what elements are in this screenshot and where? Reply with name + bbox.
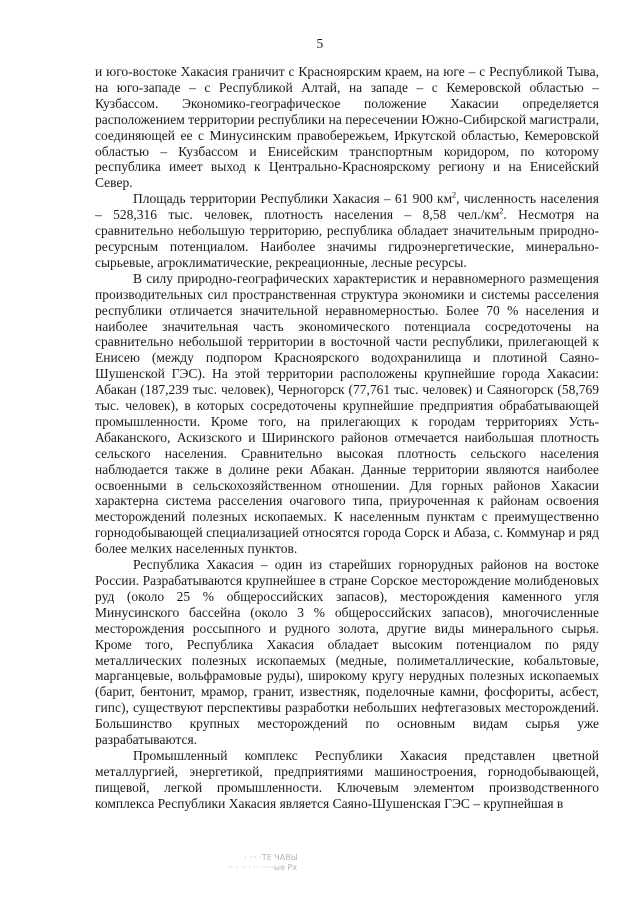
area-unit-superscript: 2: [452, 190, 457, 200]
paragraph-area-population: [95, 191, 599, 271]
paragraph-settlement-structure: В силу природно-географических характеристик и неравномерного размещения производительных сил пространственная структура экономики и системы расселения республики отличается значительной неравномерностью. Более 70 % населения и наиболее значительная часть экономического потенциала сосредоточены на сравнительно небольшой территории в восточной части республики, прилегающей к Енисею (между подпором Красноярского водохранилища и плотиной Саяно-Шушенской ГЭС). На этой территории расположены крупнейшие города Хакасии: Абакан (187,239 тыс. человек), Черногорск (77,761 тыс. человек) и Саяногорск (58,769 тыс. человек), в которых сосредоточены крупнейшие предприятия обрабатывающей промышленности. Кроме того, на прилегающих к городам территориях Усть-Абаканского, Аскизского и Ширинского районов отмечается наибольшая плотность сельского населения. Сравнительно высокая плотность сельского населения наблюдается также в долине реки Абакан. Данные территории являются наиболее освоенными в сельскохозяйственном отношении. Для горных районов Хакасии характерна система расселения очагового типа, приуроченная к районам освоения месторождений полезных ископаемых. К населенным пунктам с преимущественно горнодобывающей специализацией относятся города Сорск и Абаза, с. Коммунар и ряд более мелких населенных пунктов.: [95, 270, 599, 557]
population-text: , численность населения – 528,316 тыс. человек, плотность населения – 8,58 чел./км: [95, 191, 599, 223]
paragraph-industry: Промышленный комплекс Республики Хакасия представлен цветной металлургией, энергетикой, предприятиями машиностроения, горнодобывающей, пищевой, легкой промышленности. Ключевым элементом производственного комплекса Республики Хакасия является Саяно-Шушенская ГЭС – крупнейшая в: [95, 747, 599, 811]
area-text: Площадь территории Республики Хакасия – 61 900 км: [133, 191, 453, 207]
density-unit-superscript: 2: [499, 206, 504, 216]
paragraph-mining: Республика Хакасия – один из старейших горнорудных районов на востоке России. Разрабатываются крупнейшее в стране Сорское месторождение молибденовых руд (около 25 % общероссийских запасов), месторождения каменного угля Минусинского бассейна (около 3 % общероссийских запасов), многочисленные месторождения россыпного и рудного золота, другие виды минерального сырья. Кроме того, Республика Хакасия обладает высоким потенциалом по ряду металлических полезных ископаемых (медные, полиметаллические, кобальтовые, марганцевые, вольфрамовые руды), широкому кругу нерудных полезных ископаемых (барит, бентонит, мрамор, гранит, известняк, поделочные камни, фосфориты, асбест, гипс), существуют перспективы разработки небольших нефтегазовых месторождений. Большинство крупных месторождений по основным видам сырья уже разрабатываются.: [95, 557, 599, 748]
resources-text: . Несмотря на сравнительно небольшую территорию, республика обладает значительным природно-ресурсным потенциалом. Наиболее значимы гидроэнергетические, минерально-сырьевые, агроклиматические, рекреационные, лесные ресурсы.: [95, 207, 599, 270]
page-number: 5: [316, 36, 324, 51]
stamp-line-1: · ··· ·ТЕ ЧАВЫ: [244, 853, 298, 862]
paragraph-borders: и юго-востоке Хакасия граничит с Красноярским краем, на юге – с Республикой Тыва, на юго-западе – с Республикой Алтай, на западе – с Кемеровской областью – Кузбассом. Экономико-географическое положение Хакасии определяется расположением территории республики на пересечении Южно-Сибирской магистрали, соединяющей ее с Минусинским правобережьем, Иркутской областью, Кемеровской областью – Кузбассом и Енисейским транспортным коридором, по которому республика имеет выход к Центрально-Красноярскому региону и на Енисейский Север.: [95, 64, 599, 191]
document-body: [95, 64, 599, 812]
faint-stamp: [228, 853, 378, 873]
stamp-line-2: ·· · ·· · ·· ·····ые Рх: [228, 863, 298, 872]
